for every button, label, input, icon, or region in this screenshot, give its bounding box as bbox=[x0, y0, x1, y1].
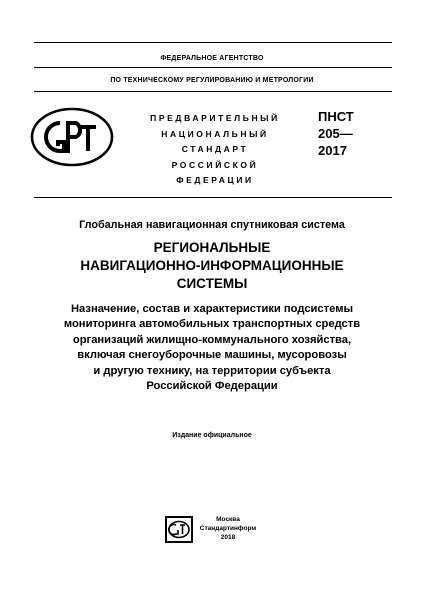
standard-designation bbox=[318, 108, 388, 159]
description-line: и другую технику, на территории субъекта bbox=[93, 364, 331, 377]
header-rule bbox=[34, 91, 392, 92]
standartinform-logo-icon bbox=[165, 516, 193, 543]
standard-year: 2017 bbox=[318, 143, 347, 158]
description-line: включая снегоуборочные машины, мусоровозы bbox=[77, 349, 347, 362]
agency-rule bbox=[34, 67, 392, 68]
document-description bbox=[20, 302, 404, 394]
agency-line-1: ФЕДЕРАЛЬНОЕ АГЕНТСТВО bbox=[160, 55, 264, 62]
description-line: мониторинга автомобильных транспортных средств bbox=[63, 318, 361, 331]
standard-code: ПНСТ bbox=[318, 109, 354, 124]
agency-line-2: ПО ТЕХНИЧЕСКОМУ РЕГУЛИРОВАНИЮ И МЕТРОЛОГИИ bbox=[110, 77, 314, 84]
standard-type-line: ПРЕДВАРИТЕЛЬНЫЙ bbox=[150, 113, 280, 123]
title-line: СИСТЕМЫ bbox=[176, 276, 248, 291]
document-subtitle: Глобальная навигационная спутниковая система bbox=[79, 219, 345, 231]
description-line: Российской Федерации bbox=[146, 380, 278, 393]
standard-number: 205— bbox=[318, 126, 353, 141]
document-title bbox=[0, 239, 424, 293]
top-rule bbox=[34, 42, 392, 43]
edition-label: Издание официальное bbox=[172, 432, 252, 439]
publisher-city: Москва bbox=[216, 516, 240, 523]
standard-type-line: НАЦИОНАЛЬНЫЙ bbox=[161, 128, 269, 139]
publisher-year: 2018 bbox=[220, 534, 236, 541]
gost-r-emblem-icon bbox=[30, 107, 114, 167]
description-line: Назначение, состав и характеристики подсистемы bbox=[70, 303, 354, 315]
publisher-info bbox=[198, 515, 258, 542]
standard-type bbox=[140, 111, 290, 189]
standard-type-line: СТАНДАРТ bbox=[181, 144, 249, 154]
publisher-name: Стандартинформ bbox=[199, 525, 257, 532]
title-line: НАВИГАЦИОННО-ИНФОРМАЦИОННЫЕ bbox=[80, 258, 344, 273]
standard-type-line: ФЕДЕРАЦИИ bbox=[176, 175, 254, 185]
title-line: РЕГИОНАЛЬНЫЕ bbox=[153, 240, 271, 255]
standard-type-line: РОССИЙСКОЙ bbox=[171, 159, 259, 170]
title-rule bbox=[34, 197, 392, 198]
description-line: организаций жилищно-коммунального хозяйства, bbox=[72, 333, 352, 346]
